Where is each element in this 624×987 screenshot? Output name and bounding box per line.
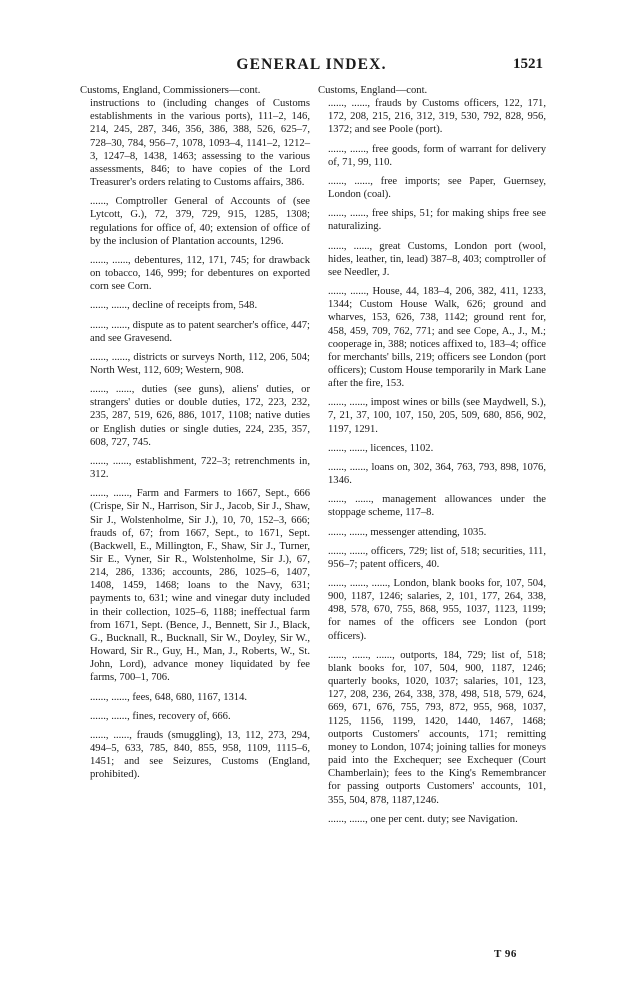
page-header	[80, 50, 543, 80]
index-entry: ......, ......, districts or surveys North, 112, 206, 504; North West, 112, 609; Western, 908.	[90, 351, 310, 376]
index-entry: ......, ......, fines, recovery of, 666.	[90, 710, 231, 722]
column-heading: Customs, England—cont.	[318, 85, 428, 96]
index-entry: ......, ......, dispute as to patent searcher's office, 447; and see Gravesend.	[90, 319, 310, 344]
page-number: 1521	[513, 56, 543, 72]
index-entry: ......, ......, frauds (smuggling), 13, 112, 273, 294, 494–5, 633, 785, 840, 855, 958, 1109, 1115–6, 1451; and see Seizures, Customs (England, prohibited).	[90, 729, 310, 781]
index-entry: ......, ......, debentures, 112, 171, 745; for drawback on tobacco, 146, 999; for debentures on exported corn see Corn.	[90, 254, 310, 293]
index-entry: ......, ......, establishment, 722–3; retrenchments in, 312.	[90, 455, 310, 481]
left-column	[80, 84, 310, 788]
index-entry: ......, ......, Farm and Farmers to 1667, Sept., 666 (Crispe, Sir N., Harrison, Sir J., Jacob, Sir J., Shaw, Sir J., Wolstenholme, Sir J.), 10, 70, 152–3, 666; frauds of, 67; from 1667, Sept., to 1671, Sept. (Backwell, E., Millington, F., Shaw, Sir J., Turner, Sir E., Vyner, Sir R., Wolstenholme, Sir J.), 67, 214, 286, 1336; accounts, 286, 1025–6, 1407, 1408, 1459, 1468; loans to the Navy, 631; payments to, 631; wine and vinegar duty included in their collection, 1025–6, 1188; ineffectual farm from 1671, Sept. (Bence, J., Bennett, Sir J., Black, G., Bucknall, R., Bucknall, Sir W., Doyley, Sir W., Howard, Sir R., Guy, H., Man, J., Roberts, W., St. John, Lord), advance money liquidated by fee farms, 700–1, 706.	[90, 488, 310, 684]
index-entry: ......, ......, officers, 729; list of, 518; securities, 111, 956–7; patent officers, 40.	[328, 545, 546, 570]
index-entry: ......, ......, licences, 1102.	[328, 442, 434, 454]
index-entry: ......, ......, free goods, form of warrant for delivery of, 71, 99, 110.	[328, 143, 546, 168]
index-entry: ......, ......, duties (see guns), aliens' duties, or strangers' duties or double duties, 172, 223, 232, 235, 287, 519, 626, 886, 1017, 1108; native duties or English duties or single duties, 224, 235, 357, 608, 727, 745.	[90, 384, 310, 448]
index-entry: ......, ......, one per cent. duty; see Navigation.	[328, 813, 518, 825]
index-entry: instructions to (including changes of Customs establishments in the various ports), 111–2, 146, 214, 245, 287, 346, 356, 386, 388, 526, 625–7, 728–30, 784, 956–7, 1078, 1093–4, 1141–2, 1212–3, 1247–8, 1438, 1463; assessing to the various assessments, 846; to have copies of the Lord Treasurer's orders relating to Customs affairs, 386.	[90, 98, 310, 189]
index-entry: ......, ......, decline of receipts from, 548.	[90, 300, 258, 312]
right-column	[318, 84, 546, 832]
index-entry: ......, ......, fees, 648, 680, 1167, 1314.	[90, 691, 248, 703]
index-entry: ......, ......, loans on, 302, 364, 763, 793, 898, 1076, 1346.	[328, 461, 546, 487]
index-entry: ......, ......, House, 44, 183–4, 206, 382, 411, 1233, 1344; Custom House Walk, 626; ground and wharves, 153, 626, 738, 1142; ground rent for, 458, 459, 709, 762, 771; and see Cope, A., J., M.; cooperage in, 388; notices affixed to, 183–4; office for merchants' bills, 219; officers see London (port officers); Custom House temporarily in Mark Lane after the fire, 153.	[328, 286, 546, 390]
index-entry: ......, ......, frauds by Customs officers, 122, 171, 172, 208, 215, 216, 312, 319, 530, 792, 828, 956, 1372; and see Poole (port).	[328, 98, 546, 136]
index-entry: ......, ......, messenger attending, 1035.	[328, 526, 487, 538]
column-heading: Customs, England, Commissioners—cont.	[80, 85, 261, 96]
index-entry: ......, ......, management allowances under the stoppage scheme, 117–8.	[328, 494, 546, 519]
index-entry: ......, ......, impost wines or bills (see Maydwell, S.), 7, 21, 37, 100, 107, 150, 205, 509, 680, 856, 902, 1197, 1291.	[328, 397, 546, 435]
page-title: GENERAL INDEX.	[236, 56, 387, 73]
signature-mark: T 96	[494, 948, 517, 960]
index-entry: ......, ......, free imports; see Paper, Guernsey, London (coal).	[328, 175, 546, 201]
index-entry: ......, ......, great Customs, London port (wool, hides, leather, tin, lead) 387–8, 403; comptroller of see Needler, J.	[328, 240, 546, 278]
index-entry: ......, ......, free ships, 51; for making ships free see naturalizing.	[328, 208, 546, 233]
index-entry: ......, ......, ......, London, blank books for, 107, 504, 900, 1187, 1246; salaries, 2, 101, 177, 264, 338, 498, 578, 670, 755, 868, 955, 1037, 1123, 1199; for names of the officers see London (port officers).	[328, 578, 546, 642]
index-entry: ......, Comptroller General of Accounts of (see Lytcott, G.), 72, 379, 729, 915, 1285, 1308; regulations for office of, 40; extension of office of by the inclusion of Plantation accounts, 1296.	[90, 196, 310, 247]
index-entry: ......, ......, ......, outports, 184, 729; list of, 518; blank books for, 107, 504, 900, 1187, 1246; quarterly books, 1020, 1037; salaries, 101, 123, 127, 208, 236, 264, 338, 378, 498, 518, 579, 624, 669, 671, 676, 755, 793, 872, 955, 968, 1037, 1125, 1156, 1199, 1420, 1440, 1467, 1468; outports Customers' accounts, 171; remitting money to London, 1074; joining tallies for moneys paid into the Exchequer; see Exchequer (Court Chamberlain); fees to the King's Remembrancer for passing outports Customers' accounts, 101, 355, 504, 878, 1187,1246.	[328, 649, 546, 806]
